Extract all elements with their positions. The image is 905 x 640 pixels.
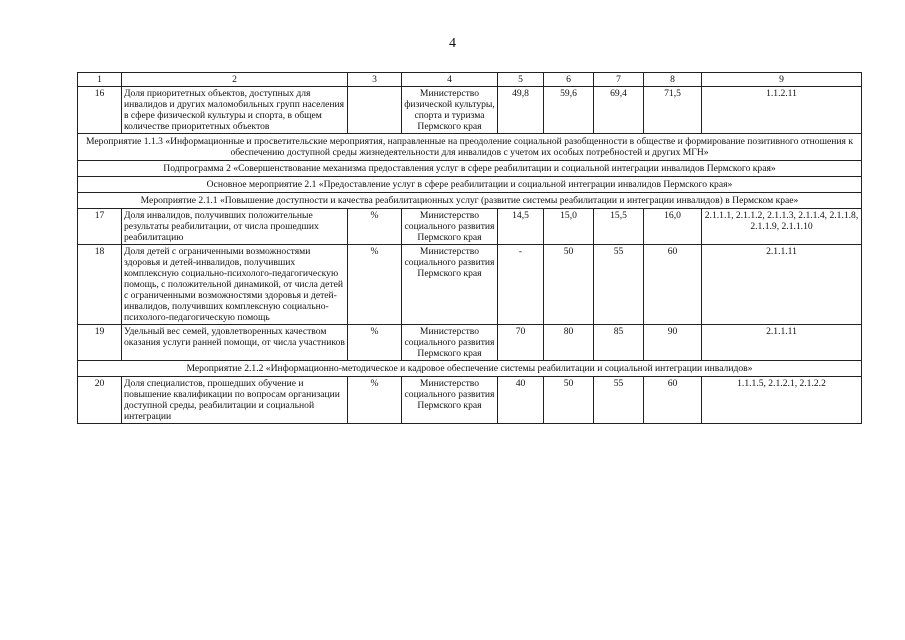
indicator-name-cell: Доля специалистов, прошедших обучение и повышение квалификации по вопросам организации доступной среды, реабилитации и социальной интеграции	[122, 377, 348, 424]
header-cell: 6	[544, 73, 594, 87]
unit-cell: %	[348, 325, 402, 361]
value-2021-cell: 55	[594, 377, 644, 424]
value-2021-cell: 69,4	[594, 87, 644, 134]
row-number-cell: 18	[78, 245, 122, 325]
value-2019-cell: 49,8	[498, 87, 544, 134]
header-cell: 2	[122, 73, 348, 87]
value-2021-cell: 85	[594, 325, 644, 361]
activity-codes-cell: 2.1.1.1, 2.1.1.2, 2.1.1.3, 2.1.1.4, 2.1.1.8, 2.1.1.9, 2.1.1.10	[702, 209, 862, 245]
section-title: Мероприятие 2.1.1 «Повышение доступности и качества реабилитационных услуг (развитие системы реабилитации и интеграции инвалидов) в Пермском крае»	[78, 193, 862, 209]
value-2022-cell: 71,5	[644, 87, 702, 134]
value-2020-cell: 50	[544, 245, 594, 325]
page-number: 4	[449, 36, 456, 51]
section-title: Подпрограмма 2 «Совершенствование механизма предоставления услуг в сфере реабилитации и социальной интеграции инвалидов Пермского края»	[78, 161, 862, 177]
unit-cell: %	[348, 377, 402, 424]
table-row	[78, 87, 862, 134]
responsible-cell: Министерство социального развития Пермского края	[402, 377, 498, 424]
value-2020-cell: 15,0	[544, 209, 594, 245]
indicator-name-cell: Доля детей с ограниченными возможностями здоровья и детей-инвалидов, получивших комплексную социально-психолого-педагогическую помощь, с положительной динамикой, от числа детей с ограниченными возможностями здоровья и детей-инвалидов, получивших комплексную социально-психолого-педагогическую помощь	[122, 245, 348, 325]
indicator-name-cell: Удельный вес семей, удовлетворенных качеством оказания услуги ранней помощи, от числа участников	[122, 325, 348, 361]
unit-cell: %	[348, 245, 402, 325]
header-cell: 9	[702, 73, 862, 87]
responsible-cell: Министерство физической культуры, спорта и туризма Пермского края	[402, 87, 498, 134]
row-number-cell: 19	[78, 325, 122, 361]
value-2019-cell: 14,5	[498, 209, 544, 245]
unit-cell	[348, 87, 402, 134]
table-row	[78, 325, 862, 361]
unit-cell: %	[348, 209, 402, 245]
section-title: Мероприятие 1.1.3 «Информационные и просветительские мероприятия, направленные на преодоление социальной разобщенности в обществе и формирование позитивного отношения к обеспечению доступной среды жизнедеятельности для инвалидов с учетом их особых потребностей и других МГН»	[78, 134, 862, 161]
value-2019-cell: 70	[498, 325, 544, 361]
table-header-row	[78, 73, 862, 87]
header-cell: 3	[348, 73, 402, 87]
row-number-cell: 17	[78, 209, 122, 245]
value-2022-cell: 60	[644, 377, 702, 424]
activity-codes-cell: 2.1.1.11	[702, 245, 862, 325]
responsible-cell: Министерство социального развития Пермского края	[402, 325, 498, 361]
responsible-cell: Министерство социального развития Пермского края	[402, 245, 498, 325]
header-cell: 5	[498, 73, 544, 87]
value-2021-cell: 55	[594, 245, 644, 325]
indicators-table	[77, 72, 862, 424]
header-cell: 4	[402, 73, 498, 87]
section-title: Мероприятие 2.1.2 «Информационно-методическое и кадровое обеспечение системы реабилитации и социальной интеграции инвалидов»	[78, 361, 862, 377]
responsible-cell: Министерство социального развития Пермского края	[402, 209, 498, 245]
value-2019-cell: -	[498, 245, 544, 325]
value-2022-cell: 90	[644, 325, 702, 361]
value-2019-cell: 40	[498, 377, 544, 424]
section-title: Основное мероприятие 2.1 «Предоставление услуг в сфере реабилитации и социальной интеграции инвалидов Пермского края»	[78, 177, 862, 193]
section-row	[78, 193, 862, 209]
table-row	[78, 377, 862, 424]
row-number-cell: 20	[78, 377, 122, 424]
value-2020-cell: 59,6	[544, 87, 594, 134]
table-row	[78, 245, 862, 325]
section-row	[78, 161, 862, 177]
table-body	[78, 73, 862, 424]
table-row	[78, 209, 862, 245]
activity-codes-cell: 2.1.1.11	[702, 325, 862, 361]
header-cell: 8	[644, 73, 702, 87]
activity-codes-cell: 1.1.1.5, 2.1.2.1, 2.1.2.2	[702, 377, 862, 424]
activity-codes-cell: 1.1.2.11	[702, 87, 862, 134]
section-row	[78, 361, 862, 377]
value-2022-cell: 16,0	[644, 209, 702, 245]
section-row	[78, 177, 862, 193]
value-2020-cell: 50	[544, 377, 594, 424]
value-2021-cell: 15,5	[594, 209, 644, 245]
section-row	[78, 134, 862, 161]
row-number-cell: 16	[78, 87, 122, 134]
value-2020-cell: 80	[544, 325, 594, 361]
header-cell: 7	[594, 73, 644, 87]
value-2022-cell: 60	[644, 245, 702, 325]
indicator-name-cell: Доля приоритетных объектов, доступных для инвалидов и других маломобильных групп населения в сфере физической культуры и спорта, в общем количестве приоритетных объектов	[122, 87, 348, 134]
header-cell: 1	[78, 73, 122, 87]
indicator-name-cell: Доля инвалидов, получивших положительные результаты реабилитации, от числа прошедших реабилитацию	[122, 209, 348, 245]
